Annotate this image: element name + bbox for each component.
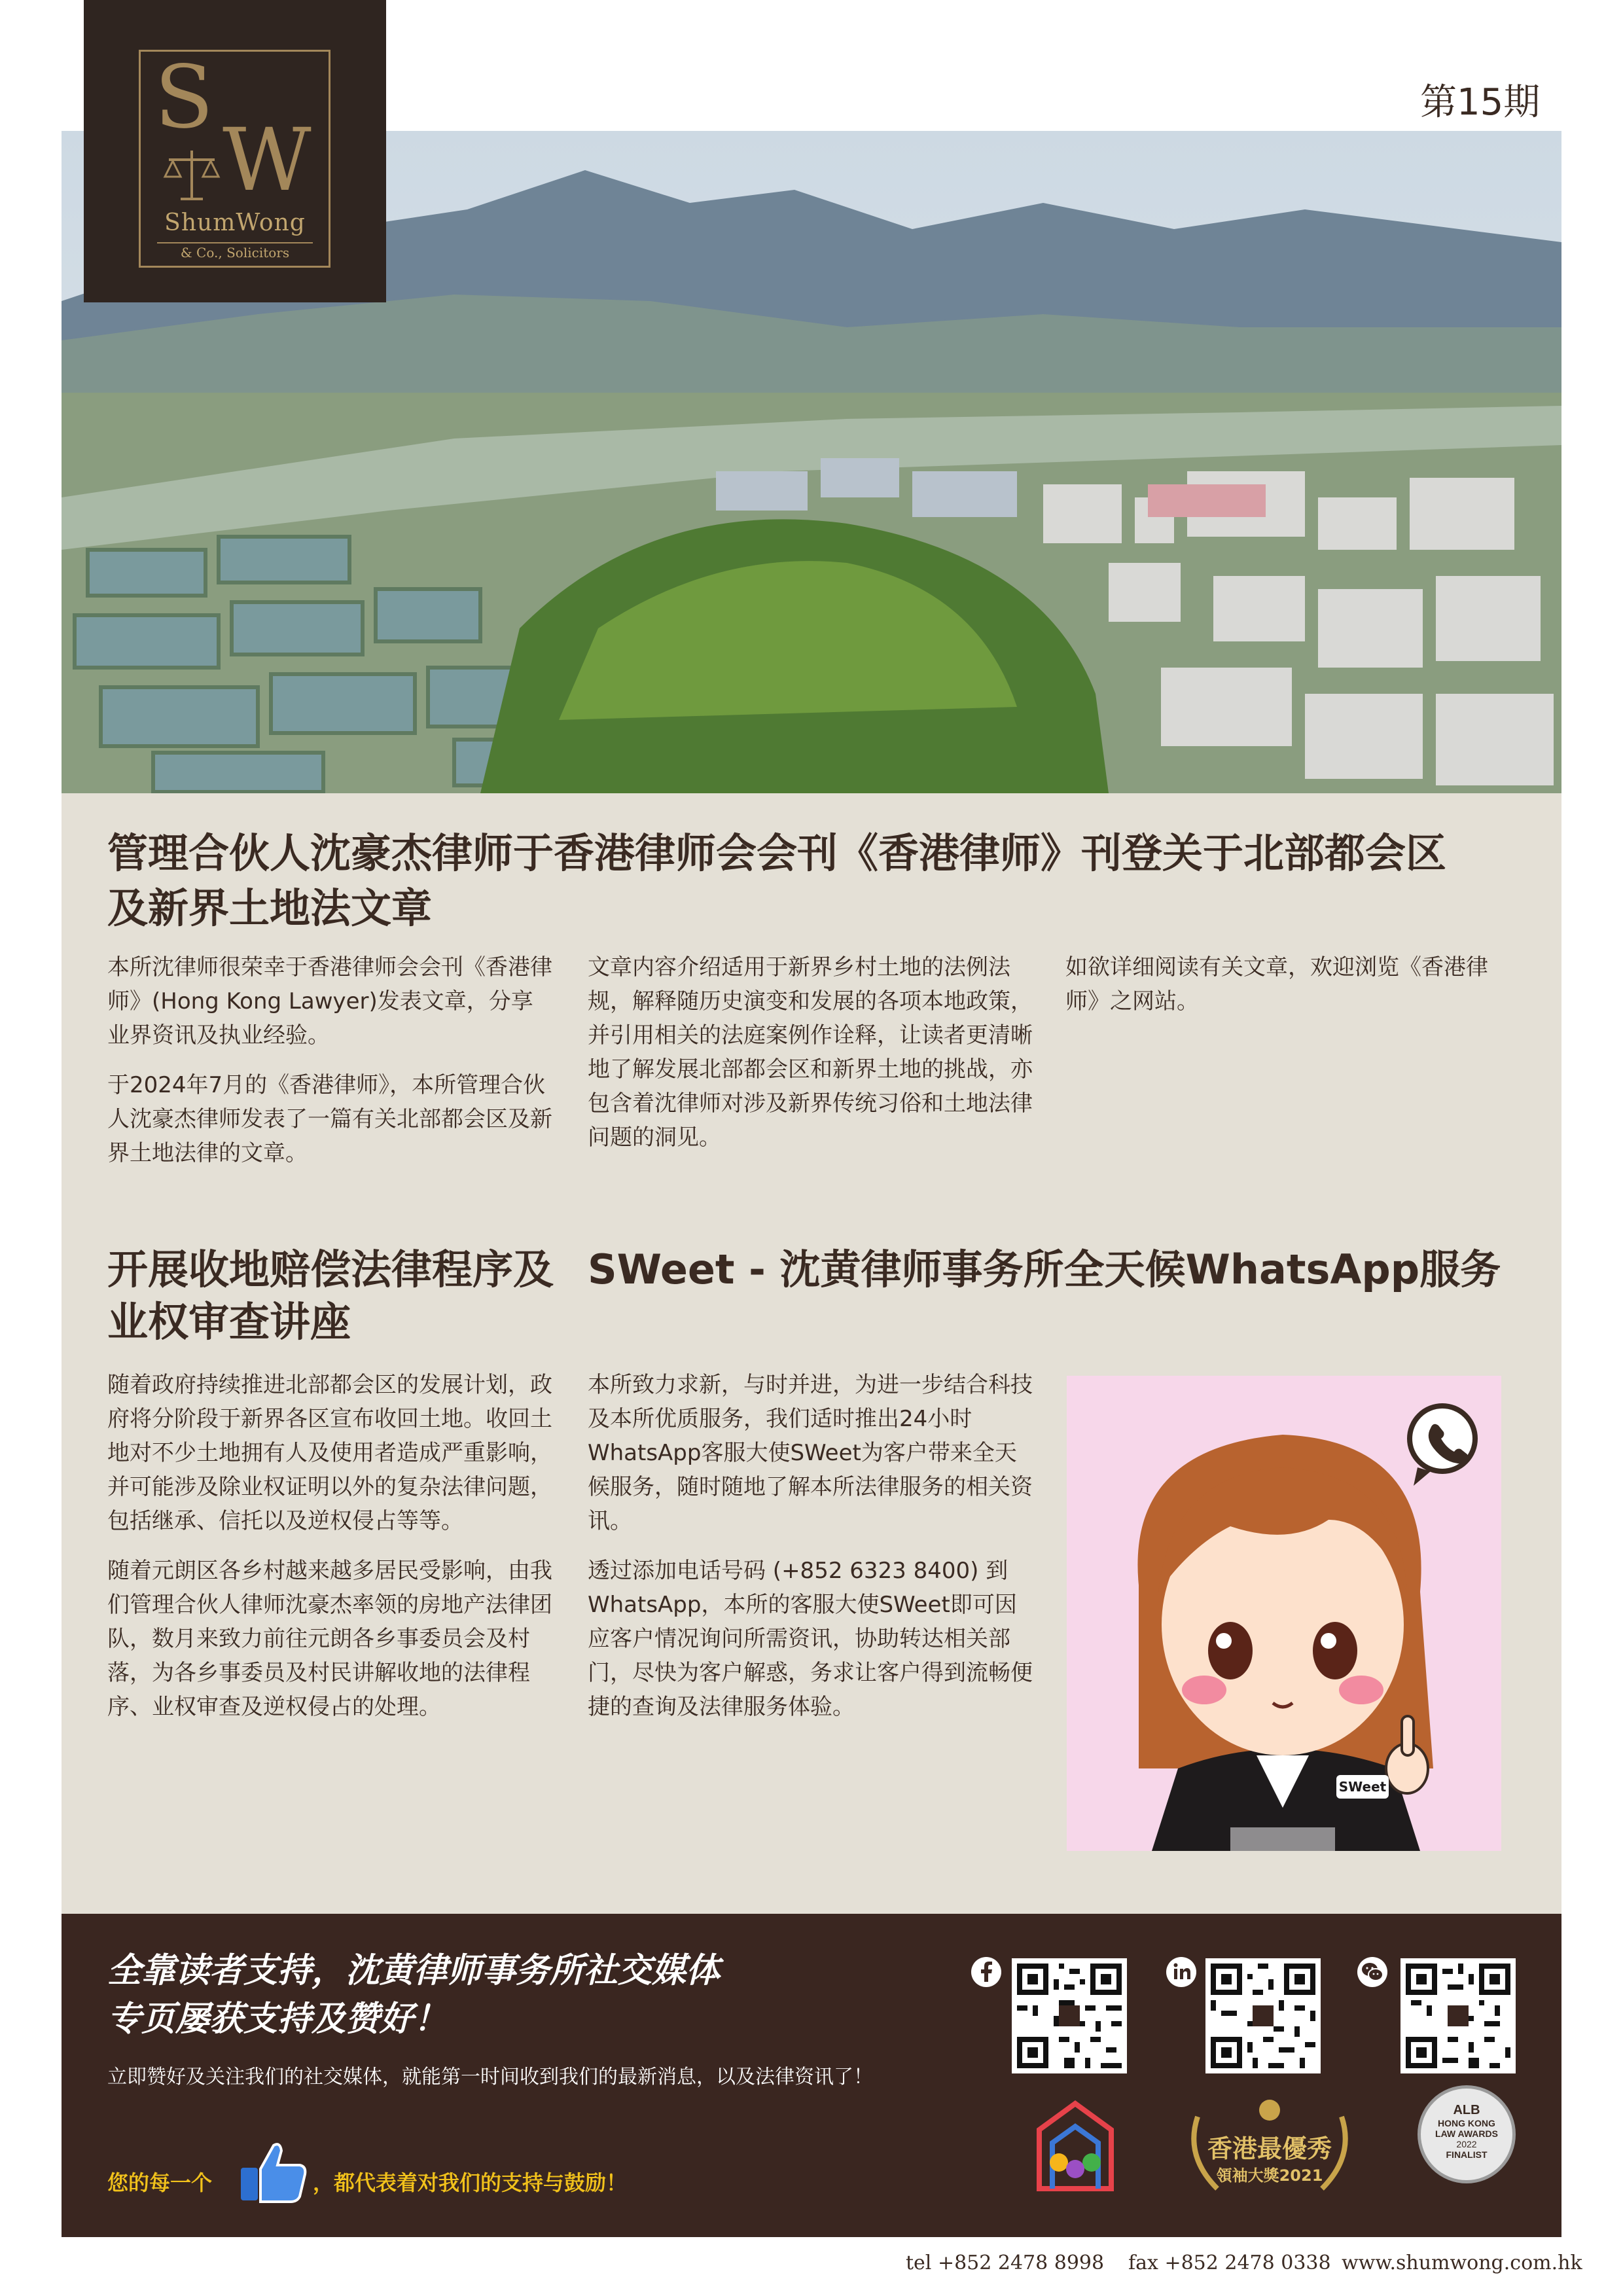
facebook-qr-code[interactable]: [1012, 1958, 1127, 2073]
facebook-icon[interactable]: [971, 1957, 1001, 1987]
article-1-column-1: [107, 950, 552, 1186]
logo-letter-w: W: [223, 110, 312, 211]
article-1-column-3: [1065, 950, 1510, 1034]
alb-line-3: LAW AWARDS: [1435, 2128, 1498, 2139]
article-1-paragraph-3: 文章内容介绍适用于新界乡村土地的法例法规，解释随历史演变和发展的各项本地政策，并引用相关的法庭案例作诠释，让读者更清晰地了解发展北部都会区和新界土地的挑战，亦包含着沈律师对涉及新界传统习俗和土地法律问题的洞见。: [588, 954, 1033, 1151]
footer-title-line-2: 专页屡获支持及赞好！: [107, 2000, 448, 2039]
sweet-mascot-illustration: [1067, 1376, 1501, 1851]
alb-line-1: ALB: [1453, 2103, 1480, 2117]
logo-firm-name: ShumWong: [164, 209, 306, 236]
footer-cheer-start: 您的每一个: [107, 2170, 213, 2195]
article-2-paragraph-2: 随着元朗区各乡村越来越多居民受影响，由我们管理合伙人律师沈豪杰率领的房地产法律团队，数月来致力前往元朗各乡事委员会及村落，为各乡事委员及村民讲解收地的法律程序、业权审查及逆权侵占的处理。: [107, 1558, 552, 1720]
footer-cheer-end: ，都代表着对我们的支持与鼓励！: [313, 2170, 628, 2195]
alb-line-2: HONG KONG: [1438, 2118, 1495, 2128]
article-2-paragraph-1: 随着政府持续推进北部都会区的发展计划，政府将分阶段于新界各区宣布收回土地。收回土地对不少土地拥有人及使用者造成严重影响，并可能涉及除业权证明以外的复杂法律问题，包括继承、信托以及逆权侵占等等。: [107, 1372, 552, 1534]
mascot-drawing: [1067, 1376, 1501, 1851]
contact-telephone[interactable]: tel +852 2478 8998: [906, 2251, 1105, 2274]
scales-of-justice-icon: [162, 145, 221, 204]
firm-logo: [84, 0, 386, 302]
article-2-body: [107, 1368, 559, 1740]
logo-firm-subtitle: & Co., Solicitors: [180, 245, 290, 260]
alb-line-5: FINALIST: [1446, 2149, 1488, 2160]
article-1-paragraph-1: 本所沈律师很荣幸于香港律师会会刊《香港律师》(Hong Kong Lawyer)发表文章，分享业界资讯及执业经验。: [107, 954, 552, 1049]
article-3-paragraph-1: 本所致力求新，与时并进，为进一步结合科技及本所优质服务，我们适时推出24小时WhatsApp客服大使SWeet为客户带来全天候服务，随时随地了解本所法律服务的相关资讯。: [588, 1372, 1033, 1534]
award-subtitle: 領袖大獎2021: [1216, 2166, 1323, 2185]
wechat-icon[interactable]: [1357, 1957, 1387, 1987]
article-1-column-2: [588, 950, 1033, 1170]
best-leaders-award-badge: [1178, 2090, 1361, 2202]
article-1-title: 管理合伙人沈豪杰律师于香港律师会会刊《香港律师》刊登关于北部都会区及新界土地法文章: [107, 829, 1447, 932]
article-2-title: 开展收地赔偿法律程序及业权审查讲座: [107, 1246, 554, 1346]
article-3-paragraph-2: 透过添加电话号码 (+852 6323 8400) 到WhatsApp，本所的客服大使SWeet即可因应客户情况询问所需资讯，协助转达相关部门，尽快为客户解惑，务求让客户得到流畅便捷的查询及法律服务体验。: [588, 1558, 1033, 1720]
logo-letter-s: S: [154, 47, 214, 148]
logo-divider: [157, 242, 313, 243]
linkedin-icon[interactable]: [1166, 1957, 1196, 1987]
wechat-qr-code[interactable]: [1400, 1958, 1516, 2073]
article-3-title: SWeet - 沈黄律师事务所全天候WhatsApp服务: [588, 1246, 1501, 1293]
article-1-paragraph-4: 如欲详细阅读有关文章，欢迎浏览《香港律师》之网站。: [1065, 954, 1488, 1014]
footer-title-line-1: 全靠读者支持，沈黄律师事务所社交媒体: [107, 1951, 721, 1990]
footer-title: [107, 1946, 958, 2043]
contact-fax[interactable]: fax +852 2478 0338: [1128, 2251, 1331, 2274]
alb-award-badge: [1418, 2085, 1516, 2183]
community-award-logo: [1013, 2090, 1137, 2202]
whatsapp-icon: [1410, 1406, 1475, 1486]
issue-number: 第15期: [1420, 81, 1541, 124]
article-1-paragraph-2: 于2024年7月的《香港律师》，本所管理合伙人沈豪杰律师发表了一篇有关北部都会区及新界土地法律的文章。: [107, 1072, 552, 1166]
thumbs-up-icon: [237, 2139, 309, 2204]
alb-line-4: 2022: [1456, 2139, 1477, 2149]
contact-website-link[interactable]: www.shumwong.com.hk: [1342, 2251, 1582, 2274]
article-3-body: [588, 1368, 1033, 1740]
footer-description: 立即赞好及关注我们的社交媒体，就能第一时间收到我们的最新消息，以及法律资讯了！: [107, 2066, 873, 2089]
linkedin-qr-code[interactable]: [1205, 1958, 1321, 2073]
mascot-name-badge: SWeet: [1338, 1779, 1387, 1795]
award-title: 香港最優秀: [1207, 2134, 1332, 2163]
